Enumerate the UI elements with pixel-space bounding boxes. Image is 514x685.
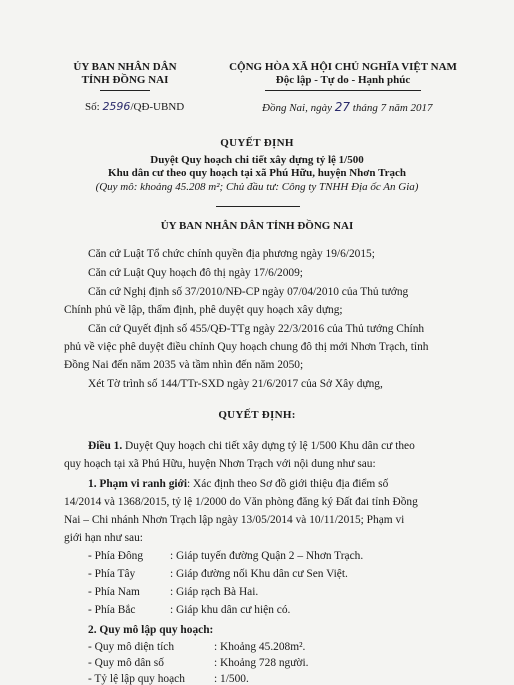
document-number: [85, 100, 184, 113]
boundary-value: : Giáp rạch Bà Hai.: [170, 586, 259, 598]
boundary-value: : Giáp đường nối Khu dân cư Sen Việt.: [170, 568, 348, 580]
section1-line1: [88, 478, 388, 490]
preamble-line: Căn cứ Quyết định số 455/QĐ-TTg ngày 22/3/2016 của Thủ tướng Chính: [88, 323, 425, 335]
section1-heading: 1. Phạm vi ranh giới: [88, 478, 188, 490]
date-prefix: Đồng Nai, ngày: [262, 102, 332, 114]
boundary-value: : Giáp tuyến đường Quận 2 – Nhơn Trạch.: [170, 550, 364, 562]
nation-motto: Độc lập - Tự do - Hạnh phúc: [275, 74, 411, 86]
preamble-line: phủ về việc phê duyệt điều chỉnh Quy hoạch chung đô thị mới Nhơn Trạch, tỉnh: [64, 341, 429, 353]
preamble-line: Chính phủ về lập, thẩm định, phê duyệt quy hoạch xây dựng;: [64, 304, 343, 316]
date-day-handwritten: 27: [334, 100, 351, 114]
boundary-value: : Giáp khu dân cư hiện có.: [170, 604, 291, 616]
section2-heading: 2. Quy mô lập quy hoạch:: [88, 624, 214, 636]
article1-line2: quy hoạch tại xã Phú Hữu, huyện Nhơn Trạch với nội dung như sau:: [64, 458, 376, 470]
date-suffix: tháng 7 năm 2017: [352, 102, 433, 114]
boundary-label: - Phía Bắc: [88, 604, 136, 616]
doc-no-suffix: /QĐ-UBND: [130, 101, 185, 113]
boundary-label: - Phía Tây: [88, 568, 136, 580]
document-date: [262, 100, 433, 114]
agency-name-line2: TỈNH ĐỒNG NAI: [81, 74, 169, 86]
section1-line3: Nai – Chi nhánh Nhơn Trạch lập ngày 13/05/2014 và 10/11/2015; Phạm vi: [64, 514, 405, 526]
title-divider: [216, 206, 300, 207]
article1-label: Điều 1.: [88, 440, 123, 452]
document-title: QUYẾT ĐỊNH: [220, 137, 294, 149]
doc-no-handwritten: 2596: [102, 100, 131, 113]
preamble-line: Xét Tờ trình số 144/TTr-SXD ngày 21/6/2017 của Sở Xây dựng,: [88, 378, 383, 390]
preamble-line: Căn cứ Nghị định số 37/2010/NĐ-CP ngày 07/04/2010 của Thủ tướng: [88, 286, 409, 298]
issuing-authority: ỦY BAN NHÂN DÂN TỈNH ĐỒNG NAI: [160, 220, 354, 232]
scale-label: - Quy mô dân số: [88, 657, 164, 669]
article1-line1: [88, 440, 415, 452]
scale-label: - Tỷ lệ lập quy hoạch: [88, 673, 185, 685]
agency-name-line1: ỦY BAN NHÂN DÂN: [73, 61, 177, 73]
boundary-label: - Phía Nam: [88, 586, 140, 598]
article1-text: Duyệt Quy hoạch chi tiết xây dựng tỷ lệ 1/500 Khu dân cư theo: [122, 440, 415, 452]
scale-value: : 1/500.: [214, 673, 249, 685]
boundary-label: - Phía Đông: [88, 550, 144, 562]
scale-value: : Khoảng 728 người.: [214, 657, 309, 669]
motto-underline: [265, 90, 421, 91]
preamble-line: Đồng Nai đến năm 2035 và tầm nhìn đến năm 2050;: [64, 359, 304, 371]
section1-line2: 14/2014 và 1368/2015, tỷ lệ 1/2000 do Văn phòng đăng ký Đất đai tỉnh Đồng: [64, 496, 418, 508]
preamble-line: Căn cứ Luật Tổ chức chính quyền địa phương ngày 19/6/2015;: [88, 248, 375, 260]
nation-name: CỘNG HÒA XÃ HỘI CHỦ NGHĨA VIỆT NAM: [229, 61, 457, 73]
doc-no-prefix: Số:: [85, 101, 100, 113]
title-line2: Khu dân cư theo quy hoạch tại xã Phú Hữu, huyện Nhơn Trạch: [108, 167, 406, 179]
section1-text: : Xác định theo Sơ đồ giới thiệu địa điểm số: [187, 478, 389, 490]
title-line1: Duyệt Quy hoạch chi tiết xây dựng tỷ lệ 1/500: [150, 154, 364, 166]
decision-heading: QUYẾT ĐỊNH:: [218, 409, 296, 421]
section1-line4: giới hạn như sau:: [64, 532, 143, 544]
scale-value: : Khoảng 45.208m².: [214, 641, 306, 653]
agency-underline: [100, 90, 150, 91]
scale-label: - Quy mô diện tích: [88, 641, 175, 653]
title-line3: (Quy mô: khoảng 45.208 m²; Chủ đầu tư: Công ty TNHH Địa ốc An Gia): [95, 181, 419, 193]
preamble-line: Căn cứ Luật Quy hoạch đô thị ngày 17/6/2009;: [88, 267, 303, 279]
